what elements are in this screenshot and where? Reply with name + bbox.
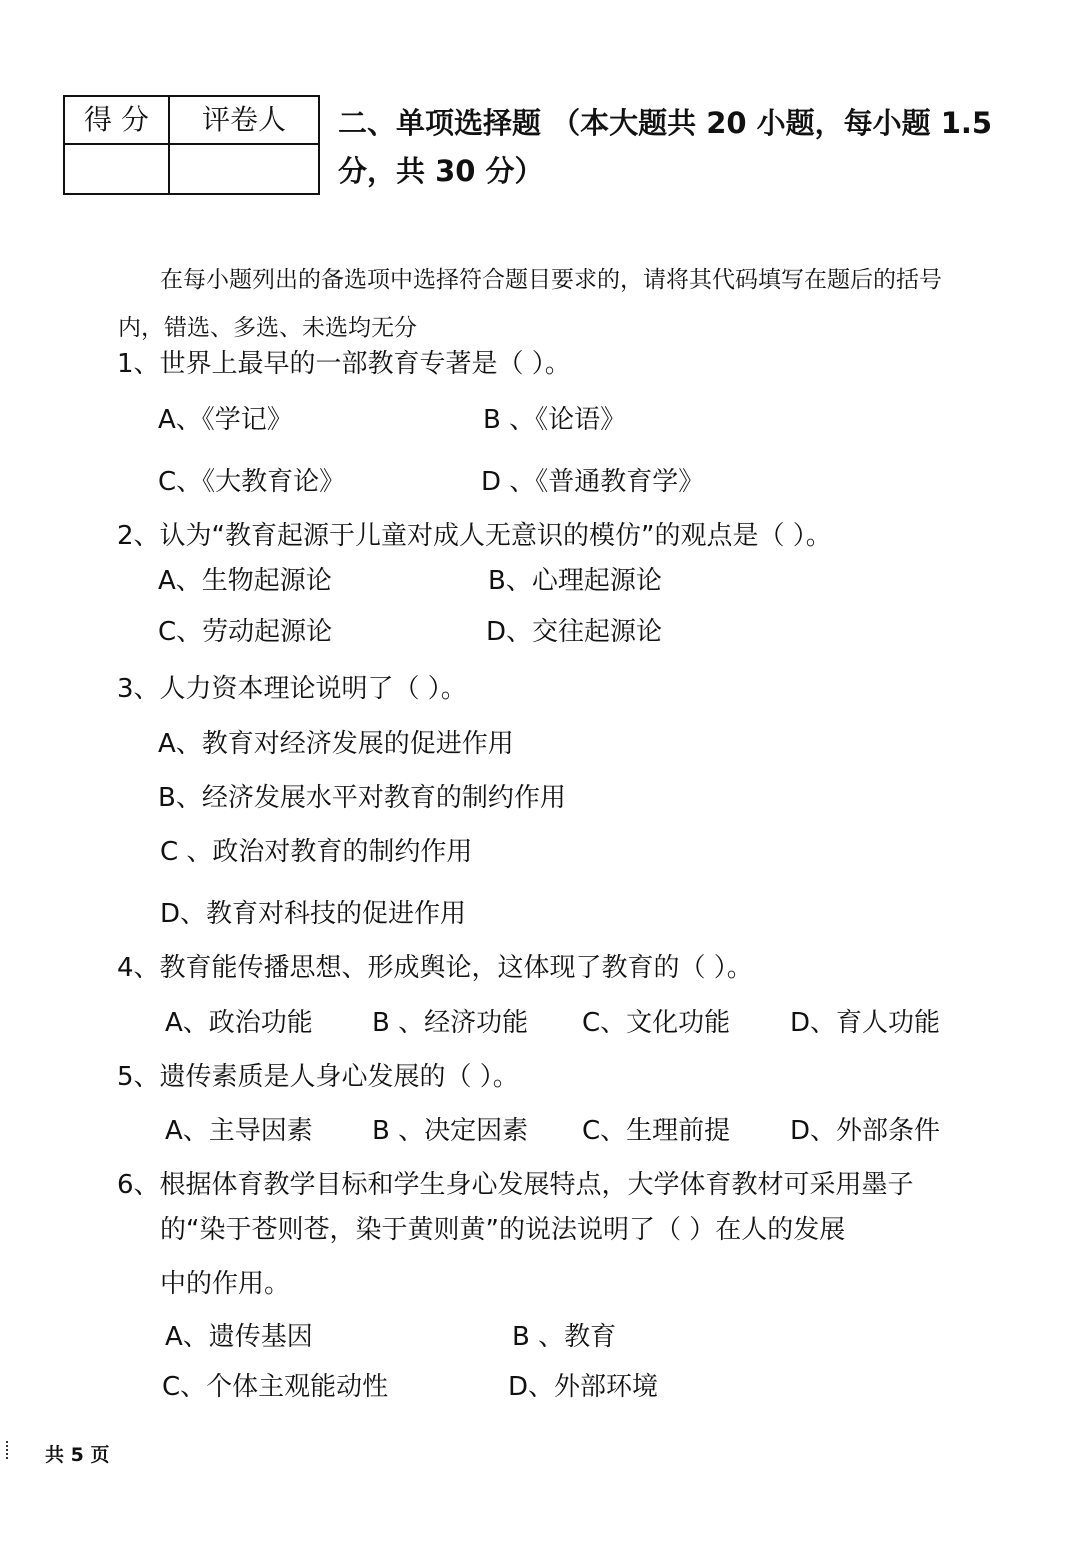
question-4-stem: 4、教育能传播思想、形成舆论，这体现了教育的（ ）。 [117, 953, 753, 983]
question-5-option-b: B 、决定因素 [372, 1116, 529, 1146]
question-4-option-a: A、政治功能 [165, 1008, 313, 1038]
grader-cell [169, 144, 319, 194]
score-header: 得 分 [64, 96, 169, 144]
question-3-option-c: C 、政治对教育的制约作用 [160, 837, 473, 867]
question-2-option-a: A、生物起源论 [158, 566, 332, 596]
question-5-option-c: C、生理前提 [582, 1116, 731, 1146]
question-5-option-a: A、主导因素 [165, 1116, 313, 1146]
question-3-option-a: A、教育对经济发展的促进作用 [158, 729, 514, 759]
question-4-option-d: D、育人功能 [790, 1008, 941, 1038]
question-1-option-b: B 、《论语》 [483, 405, 627, 435]
question-6-option-b: B 、教育 [512, 1322, 617, 1352]
question-2-option-d: D、交往起源论 [486, 617, 663, 647]
question-1-option-d: D 、《普通教育学》 [481, 467, 705, 497]
question-5-stem: 5、遗传素质是人身心发展的（ ）。 [117, 1062, 519, 1092]
instruction-line1: 在每小题列出的备选项中选择符合题目要求的，请将其代码填写在题后的括号 [160, 267, 942, 293]
question-3-option-d: D、教育对科技的促进作用 [160, 899, 467, 929]
question-5-option-d: D、外部条件 [790, 1116, 941, 1146]
instruction-line2: 内，错选、多选、未选均无分 [118, 315, 417, 341]
binding-margin-mark [6, 1441, 11, 1459]
question-2-option-b: B、心理起源论 [488, 566, 662, 596]
question-1-option-a: A、《学记》 [158, 405, 293, 435]
question-2-stem: 2、认为“教育起源于儿童对成人无意识的模仿”的观点是（ ）。 [117, 521, 832, 551]
question-3-option-b: B、经济发展水平对教育的制约作用 [158, 783, 566, 813]
section-title-line2: 分，共 30 分） [338, 154, 544, 188]
question-6-stem-line2: 的“染于苍则苍，染于黄则黄”的说法说明了（ ）在人的发展 [160, 1215, 846, 1245]
question-2-option-c: C、劳动起源论 [158, 617, 333, 647]
question-6-option-c: C、个体主观能动性 [162, 1372, 389, 1402]
score-table [63, 95, 320, 195]
question-3-stem: 3、人力资本理论说明了（ ）。 [117, 674, 467, 704]
question-1-option-c: C、《大教育论》 [158, 467, 346, 497]
question-6-option-a: A、遗传基因 [165, 1322, 313, 1352]
question-6-option-d: D、外部环境 [508, 1372, 659, 1402]
question-1-stem: 1、世界上最早的一部教育专著是（ ）。 [117, 349, 571, 379]
question-6-stem-line3: 中的作用。 [160, 1269, 291, 1299]
page-total: 共 5 页 [45, 1444, 110, 1466]
score-cell [64, 144, 169, 194]
grader-header: 评卷人 [169, 96, 319, 144]
question-6-stem-line1: 6、根据体育教学目标和学生身心发展特点，大学体育教材可采用墨子 [117, 1170, 914, 1200]
question-4-option-c: C、文化功能 [582, 1008, 731, 1038]
section-title-line1: 二、单项选择题 （本大题共 20 小题，每小题 1.5 [338, 106, 993, 140]
question-4-option-b: B 、经济功能 [372, 1008, 529, 1038]
